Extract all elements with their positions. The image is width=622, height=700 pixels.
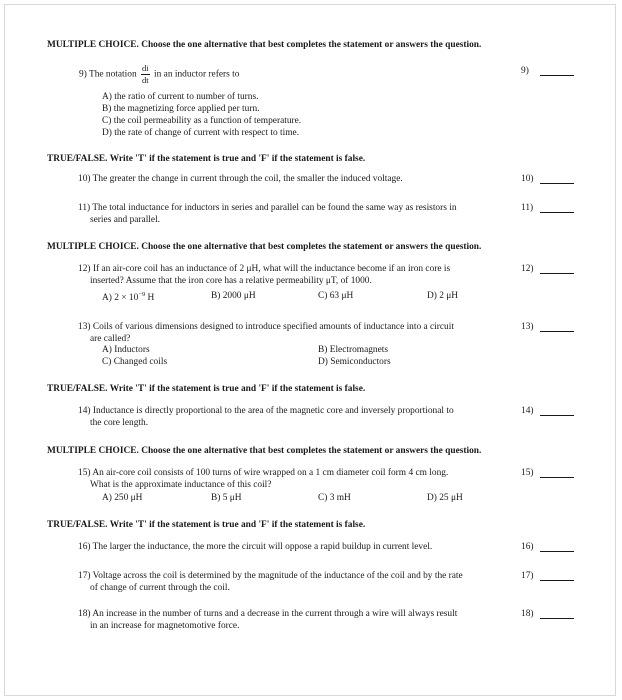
question-15-option-b: B) 5 μH bbox=[211, 493, 242, 503]
answer-blank-13[interactable] bbox=[540, 322, 574, 332]
option-a-unit: H bbox=[145, 293, 155, 303]
fraction-numerator: di bbox=[141, 63, 149, 73]
question-18-line-1: 18) An increase in the number of turns and a decrease in the current through a wire will always result bbox=[78, 609, 458, 619]
di-dt-fraction bbox=[141, 64, 150, 84]
question-15-number: 15) bbox=[521, 468, 534, 478]
section-header-true-false-2: TRUE/FALSE. Write 'T' if the statement is true and 'F' if the statement is false. bbox=[47, 384, 366, 394]
question-9-stem bbox=[79, 64, 239, 84]
question-9-option-a: A) the ratio of current to number of turns. bbox=[102, 92, 259, 102]
question-10-text: 10) The greater the change in current through the coil, the smaller the induced voltage. bbox=[78, 174, 403, 184]
question-9-number: 9) bbox=[521, 66, 529, 76]
question-13-number: 13) bbox=[521, 322, 534, 332]
question-12-option-b: B) 2000 μH bbox=[211, 291, 256, 301]
section-header-multiple-choice-3: MULTIPLE CHOICE. Choose the one alternative that best completes the statement or answers the question. bbox=[47, 446, 482, 456]
question-13-option-d: D) Semiconductors bbox=[318, 357, 391, 367]
question-17-number: 17) bbox=[521, 571, 534, 581]
answer-blank-10[interactable] bbox=[540, 174, 574, 184]
question-10-number: 10) bbox=[521, 174, 534, 184]
answer-blank-15[interactable] bbox=[540, 468, 574, 478]
question-12-line-2: inserted? Assume that the iron core has a relative permeability μT, of 1000. bbox=[90, 276, 372, 286]
question-18-number: 18) bbox=[521, 609, 534, 619]
answer-blank-17[interactable] bbox=[540, 571, 574, 581]
question-15-line-1: 15) An air-core coil consists of 100 turns of wire wrapped on a 1 cm diameter coil form 4 cm long. bbox=[78, 468, 449, 478]
answer-blank-16[interactable] bbox=[540, 542, 574, 552]
question-9-option-d: D) the rate of change of current with respect to time. bbox=[102, 128, 300, 138]
question-9-option-c: C) the coil permeability as a function of temperature. bbox=[102, 116, 302, 126]
question-13-line-2: are called? bbox=[90, 334, 131, 344]
answer-blank-9[interactable] bbox=[540, 66, 574, 76]
question-15-option-a: A) 250 μH bbox=[102, 493, 143, 503]
question-13-option-b: B) Electromagnets bbox=[318, 345, 389, 355]
question-13-option-c: C) Changed coils bbox=[102, 357, 168, 367]
question-16-number: 16) bbox=[521, 542, 534, 552]
question-9-suffix: in an inductor refers to bbox=[154, 69, 240, 80]
question-13-option-a: A) Inductors bbox=[102, 345, 150, 355]
answer-blank-18[interactable] bbox=[540, 609, 574, 619]
option-a-base: A) 2 × 10 bbox=[102, 293, 139, 303]
answer-blank-14[interactable] bbox=[540, 406, 574, 416]
section-header-true-false-3: TRUE/FALSE. Write 'T' if the statement is true and 'F' if the statement is false. bbox=[47, 520, 366, 530]
section-header-multiple-choice-2: MULTIPLE CHOICE. Choose the one alternative that best completes the statement or answers the question. bbox=[47, 242, 482, 252]
question-12-number: 12) bbox=[521, 264, 534, 274]
option-a-exponent: −9 bbox=[138, 291, 146, 298]
section-header-multiple-choice: MULTIPLE CHOICE. Choose the one alternative that best completes the statement or answers the question. bbox=[47, 40, 482, 50]
answer-blank-11[interactable] bbox=[540, 203, 574, 213]
question-12-option-d: D) 2 μH bbox=[427, 291, 459, 301]
question-11-line-1: 11) The total inductance for inductors in series and parallel can be found the same way as resistors in bbox=[78, 203, 457, 213]
question-9-option-b: B) the magnetizing force applied per turn. bbox=[102, 104, 260, 114]
question-12-option-c: C) 63 μH bbox=[318, 291, 354, 301]
question-15-option-c: C) 3 mH bbox=[318, 493, 351, 503]
question-14-number: 14) bbox=[521, 406, 534, 416]
question-12-option-a bbox=[102, 291, 154, 304]
section-header-true-false: TRUE/FALSE. Write 'T' if the statement is true and 'F' if the statement is false. bbox=[47, 154, 366, 164]
question-14-line-2: the core length. bbox=[90, 418, 149, 428]
question-9-prefix: 9) The notation bbox=[79, 69, 137, 80]
question-11-line-2: series and parallel. bbox=[90, 215, 161, 225]
question-18-line-2: in an increase for magnetomotive force. bbox=[90, 621, 240, 631]
question-15-option-d: D) 25 μH bbox=[427, 493, 463, 503]
question-15-line-2: What is the approximate inductance of this coil? bbox=[90, 480, 272, 490]
question-12-line-1: 12) If an air-core coil has an inductance of 2 μH, what will the inductance become if an iron core is bbox=[78, 264, 451, 274]
question-14-line-1: 14) Inductance is directly proportional to the area of the magnetic core and inversely proportional to bbox=[78, 406, 454, 416]
fraction-denominator: dt bbox=[141, 74, 149, 85]
question-13-line-1: 13) Coils of various dimensions designed to introduce specified amounts of inductance into a circuit bbox=[78, 322, 454, 332]
answer-blank-12[interactable] bbox=[540, 264, 574, 274]
question-16-text: 16) The larger the inductance, the more the circuit will oppose a rapid buildup in current level. bbox=[78, 542, 433, 552]
question-11-number: 11) bbox=[521, 203, 534, 213]
question-17-line-2: of change of current through the coil. bbox=[90, 583, 230, 593]
question-17-line-1: 17) Voltage across the coil is determined by the magnitude of the inductance of the coil and by the rate bbox=[78, 571, 463, 581]
